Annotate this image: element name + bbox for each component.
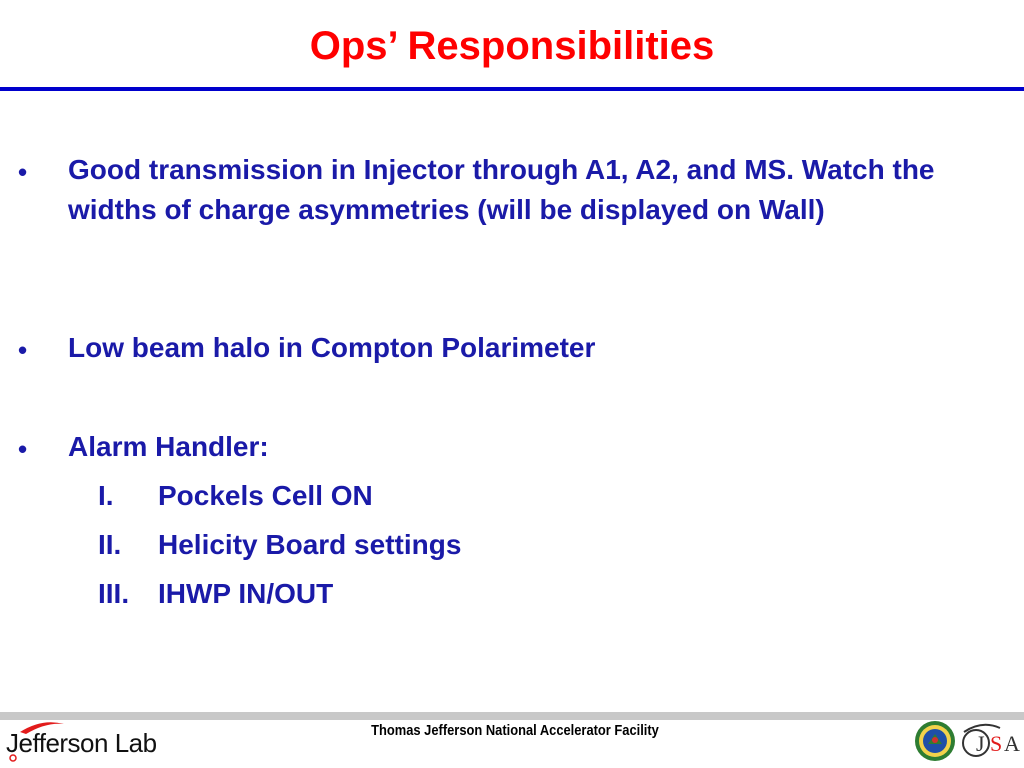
- bullet-item-alarm-handler: Alarm Handler:: [68, 431, 269, 462]
- title-rule: [0, 87, 1024, 91]
- bullet-marker: •: [18, 157, 28, 187]
- doe-seal-icon: [914, 720, 956, 762]
- bullet-marker: •: [18, 434, 28, 464]
- footer-organization: Thomas Jefferson National Accelerator Facility: [371, 722, 659, 739]
- jsa-logo-icon: [960, 718, 1024, 764]
- sub-item-number: I.: [98, 480, 114, 511]
- svg-text:J: J: [976, 731, 985, 756]
- sub-item-number: III.: [98, 578, 130, 609]
- svg-text:S: S: [990, 731, 1003, 756]
- sub-item-number: II.: [98, 529, 122, 560]
- slide-title: Ops’ Responsibilities: [309, 24, 715, 68]
- svg-text:A: A: [1004, 731, 1020, 756]
- sub-item-helicity-board: [98, 525, 461, 565]
- bullet-item-transmission: Good transmission in Injector through A1, A2, and MS. Watch the widths of charge asymmetries (will be displayed on Wall): [68, 154, 935, 225]
- sub-item-ihwp: [98, 574, 333, 614]
- bullet-marker: •: [18, 335, 28, 365]
- sub-item-text: Helicity Board settings: [158, 529, 462, 560]
- bullet-item-beam-halo: Low beam halo in Compton Polarimeter: [68, 332, 596, 363]
- sub-item-text: Pockels Cell ON: [158, 480, 373, 511]
- sub-item-pockels-cell: [98, 476, 373, 516]
- sub-item-text: IHWP IN/OUT: [158, 578, 334, 609]
- jefferson-lab-logo: Jefferson Lab: [6, 728, 157, 758]
